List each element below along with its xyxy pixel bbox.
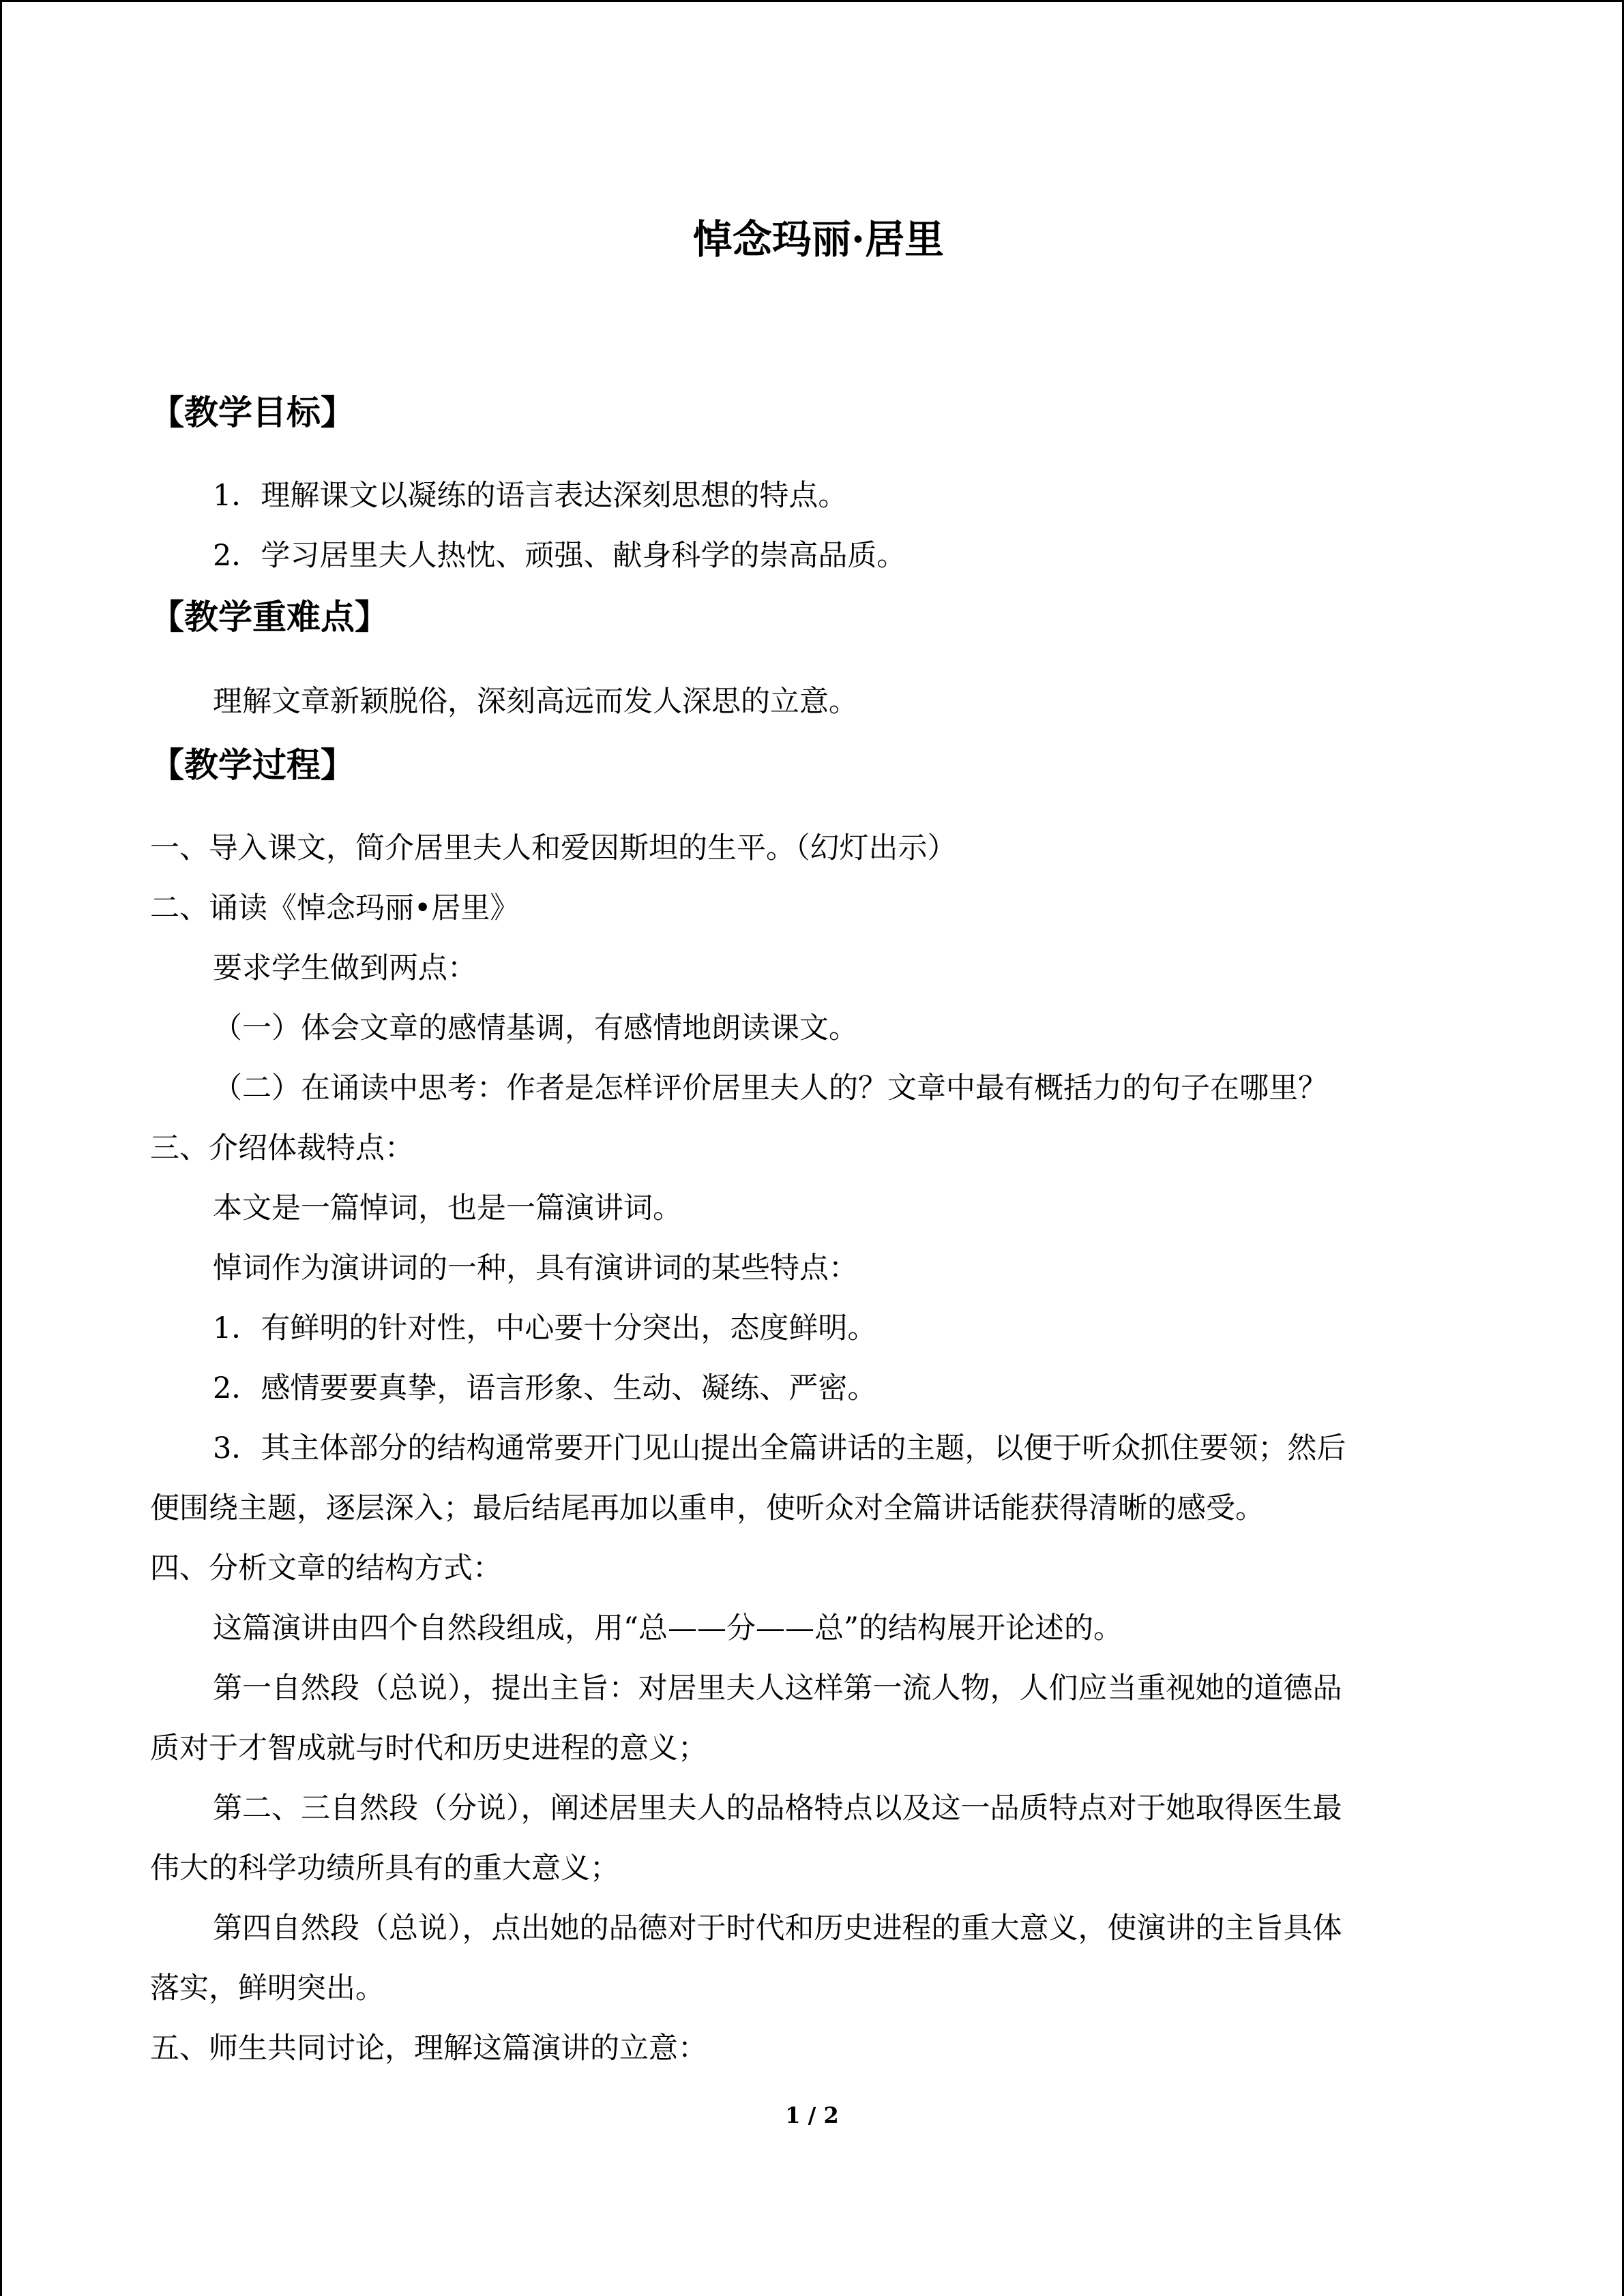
page-border-top [0,0,1624,2]
document-title: 悼念玛丽·居里 [692,216,945,263]
process-line: 3．其主体部分的结构通常要开门见山提出全篇讲话的主题，以便于听众抓住要领；然后 [213,1431,1346,1465]
objective-item: 2．学习居里夫人热忱、顽强、献身科学的崇高品质。 [213,539,906,573]
process-line: 五、师生共同讨论，理解这篇演讲的立意： [150,2031,707,2066]
process-line: 伟大的科学功绩所具有的重大意义； [150,1851,619,1885]
process-line: （二）在诵读中思考：作者是怎样评价居里夫人的？文章中最有概括力的句子在哪里？ [213,1071,1327,1105]
process-line: 二、诵读《悼念玛丽•居里》 [150,891,520,925]
section-heading-process: 【教学过程】 [150,745,355,785]
process-line: 本文是一篇悼词，也是一篇演讲词。 [213,1191,682,1225]
section-heading-key-points: 【教学重难点】 [150,597,389,637]
page-border-left [0,0,2,2296]
process-line: 第二、三自然段（分说），阐述居里夫人的品格特点以及这一品质特点对于她取得医生最 [213,1791,1342,1825]
process-line: （一）体会文章的感情基调，有感情地朗读课文。 [213,1011,858,1045]
process-line: 便围绕主题，逐层深入；最后结尾再加以重申，使听众对全篇讲话能获得清晰的感受。 [150,1491,1265,1525]
process-line: 2．感情要要真挚，语言形象、生动、凝练、严密。 [213,1371,877,1405]
process-line: 质对于才智成就与时代和历史进程的意义； [150,1731,707,1765]
section-heading-objectives: 【教学目标】 [150,392,355,432]
process-line: 这篇演讲由四个自然段组成，用“总——分——总”的结构展开论述的。 [213,1611,1123,1645]
process-line: 1．有鲜明的针对性，中心要十分突出，态度鲜明。 [213,1311,877,1345]
process-line: 四、分析文章的结构方式： [150,1551,502,1585]
process-line: 悼词作为演讲词的一种，具有演讲词的某些特点： [213,1251,858,1285]
process-line: 要求学生做到两点： [213,951,477,985]
process-line: 第一自然段（总说），提出主旨：对居里夫人这样第一流人物，人们应当重视她的道德品 [213,1671,1342,1705]
process-line: 三、介绍体裁特点： [150,1131,414,1165]
process-line: 落实，鲜明突出。 [150,1971,385,2006]
page-number: 1 / 2 [785,2102,839,2128]
process-line: 第四自然段（总说），点出她的品德对于时代和历史进程的重大意义，使演讲的主旨具体 [213,1911,1342,1945]
key-points-text: 理解文章新颖脱俗，深刻高远而发人深思的立意。 [213,685,858,719]
objective-item: 1．理解课文以凝练的语言表达深刻思想的特点。 [213,479,848,513]
process-line: 一、导入课文，简介居里夫人和爱因斯坦的生平。（幻灯出示） [150,831,957,865]
